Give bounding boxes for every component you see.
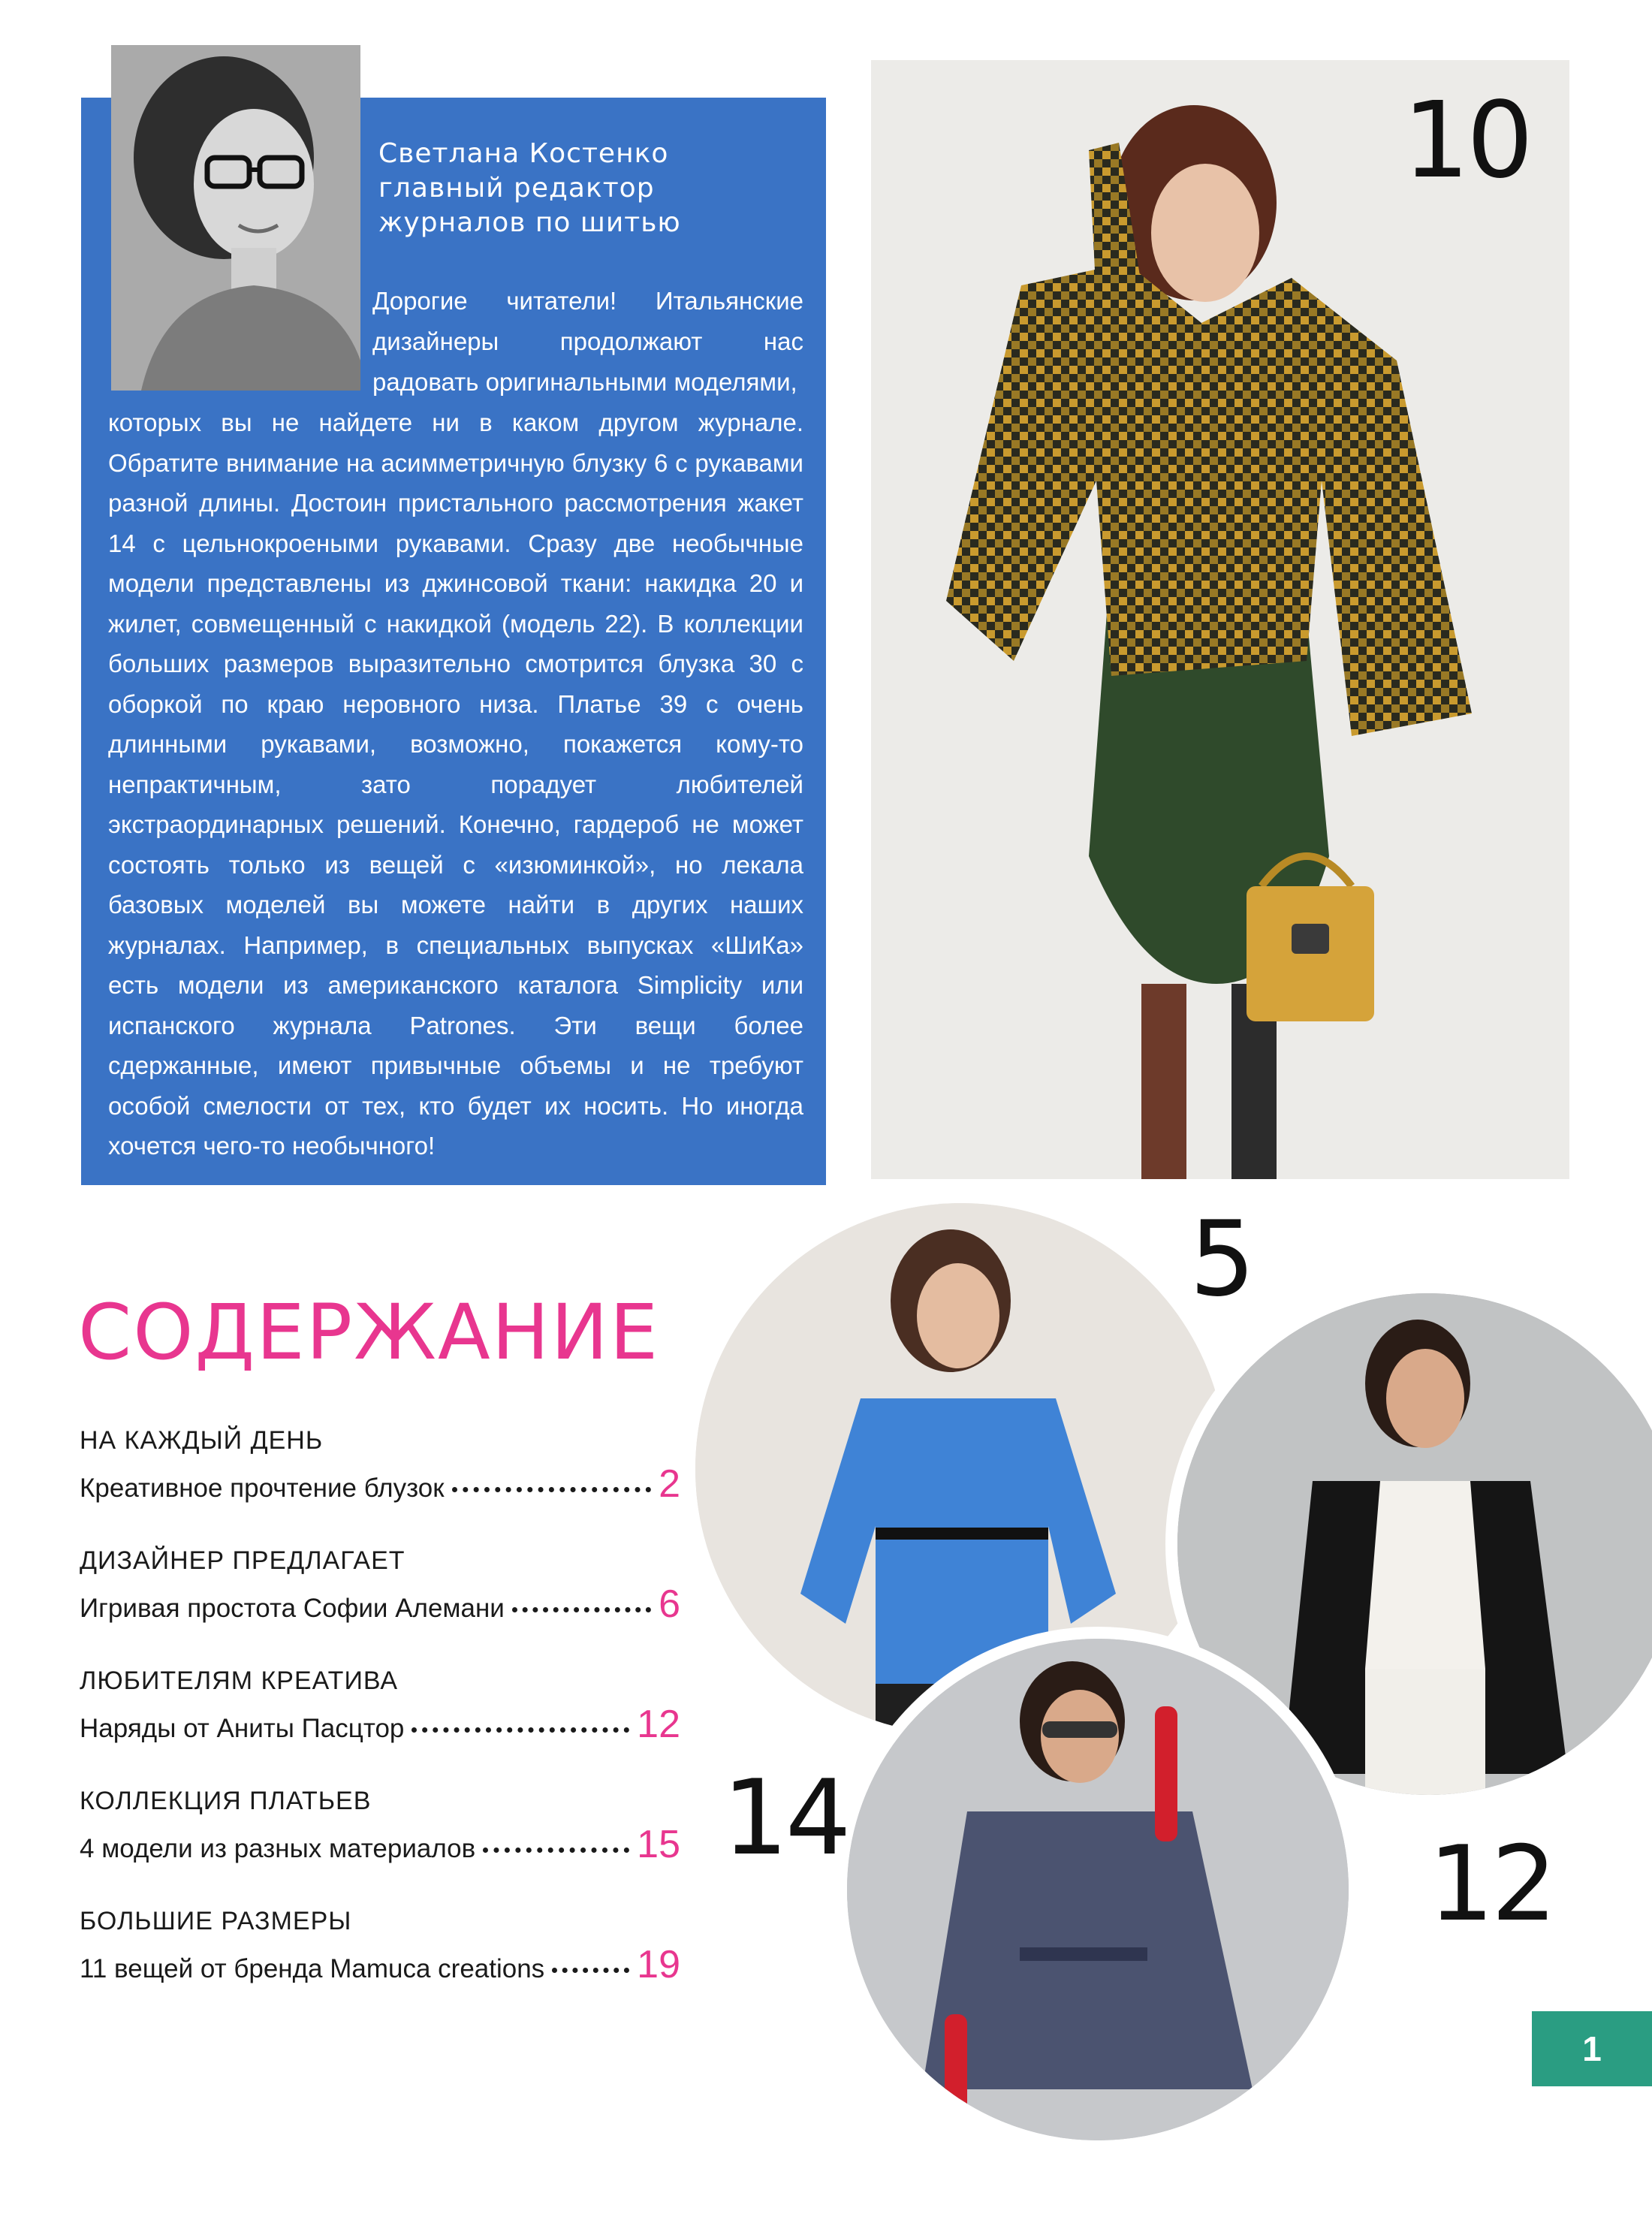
toc-section-title: ДИЗАЙНЕР ПРЕДЛАГАЕТ [80,1546,405,1575]
toc-page-number: 2 [659,1462,680,1506]
toc-entry-text: Креативное прочтение блузок [80,1473,445,1503]
model-number-10: 10 [1403,80,1531,202]
toc-dot-leader [411,1727,629,1733]
toc-page-number: 19 [637,1943,680,1986]
toc-item[interactable] [80,1666,680,1747]
toc-item[interactable] [80,1546,680,1627]
model-14-photo [835,1627,1361,2152]
model-10-photo [871,60,1569,1179]
toc-entry-text: Наряды от Аниты Пасцтор [80,1714,405,1743]
toc-section-title: БОЛЬШИЕ РАЗМЕРЫ [80,1907,352,1935]
toc-item[interactable] [80,1786,680,1867]
toc-item[interactable] [80,1425,680,1507]
toc-page-number: 6 [659,1582,680,1626]
editor-letter-body: которых вы не найдете ни в каком другом журнале. Обратите внимание на асимметричную блузку 6 с рукавами разной длины. Достоин пристального рассмотрения жакет 14 с цельнокроеными рукавами. Сразу две необычные модели представлены из джинсовой ткани: накидка 20 и жилет, совмещенный с накидкой (модель 22). В коллекции больших размеров выразительно смотрится блузка 30 с оборкой по краю неровного низа. Платье 39 с очень длинными рукавами, возможно, покажется кому-то непрактичным, зато порадует любителей экстраординарных решений. Конечно, гардероб не может состоять только из вещей с «изюминкой», но лекала базовых моделей вы можете найти в других наших журналах. Например, в специальных выпусках «ШиКа» есть модели из американского каталога Simplicity или испанского журнала Patrones. Эти вещи более сдержанные, имеют привычные объемы и не требуют особой смелости от тех, кто будет их носить. Но иногда хочется чего-то необычного! [108,409,803,1160]
editor-name: Светлана Костенко [378,138,669,169]
editor-credit [378,137,799,240]
model-number-14: 14 [722,1757,849,1878]
editor-role: главный редактор [378,173,655,204]
page-number-tab: 1 [1532,2011,1652,2086]
toc-entry-text: Игривая простота Софии Алемани [80,1594,505,1623]
toc-entry-text: 4 модели из разных материалов [80,1834,476,1863]
toc-dot-leader [452,1487,652,1492]
toc-section-title: ЛЮБИТЕЛЯМ КРЕАТИВА [80,1667,399,1695]
toc-dot-leader [512,1607,651,1612]
editor-role-2: журналов по шитью [378,207,681,238]
toc-section-title: КОЛЛЕКЦИЯ ПЛАТЬЕВ [80,1787,372,1815]
contents-title: СОДЕРЖАНИЕ [78,1288,660,1377]
toc-entry-text: 11 вещей от бренда Mamuca creations [80,1954,545,1983]
toc-page-number: 12 [637,1703,680,1746]
model-number-5: 5 [1189,1199,1253,1320]
model-number-12: 12 [1428,1823,1554,1944]
toc-page-number: 15 [637,1823,680,1866]
toc-section-title: НА КАЖДЫЙ ДЕНЬ [80,1426,324,1455]
toc-dot-leader [483,1848,629,1853]
toc-item[interactable] [80,1906,680,1987]
editor-letter-intro: Дорогие читатели! Итальянские дизайнеры продолжают нас радовать оригинальными моделями, [372,287,803,396]
toc-dot-leader [552,1968,629,1973]
editor-portrait-photo [111,45,360,391]
